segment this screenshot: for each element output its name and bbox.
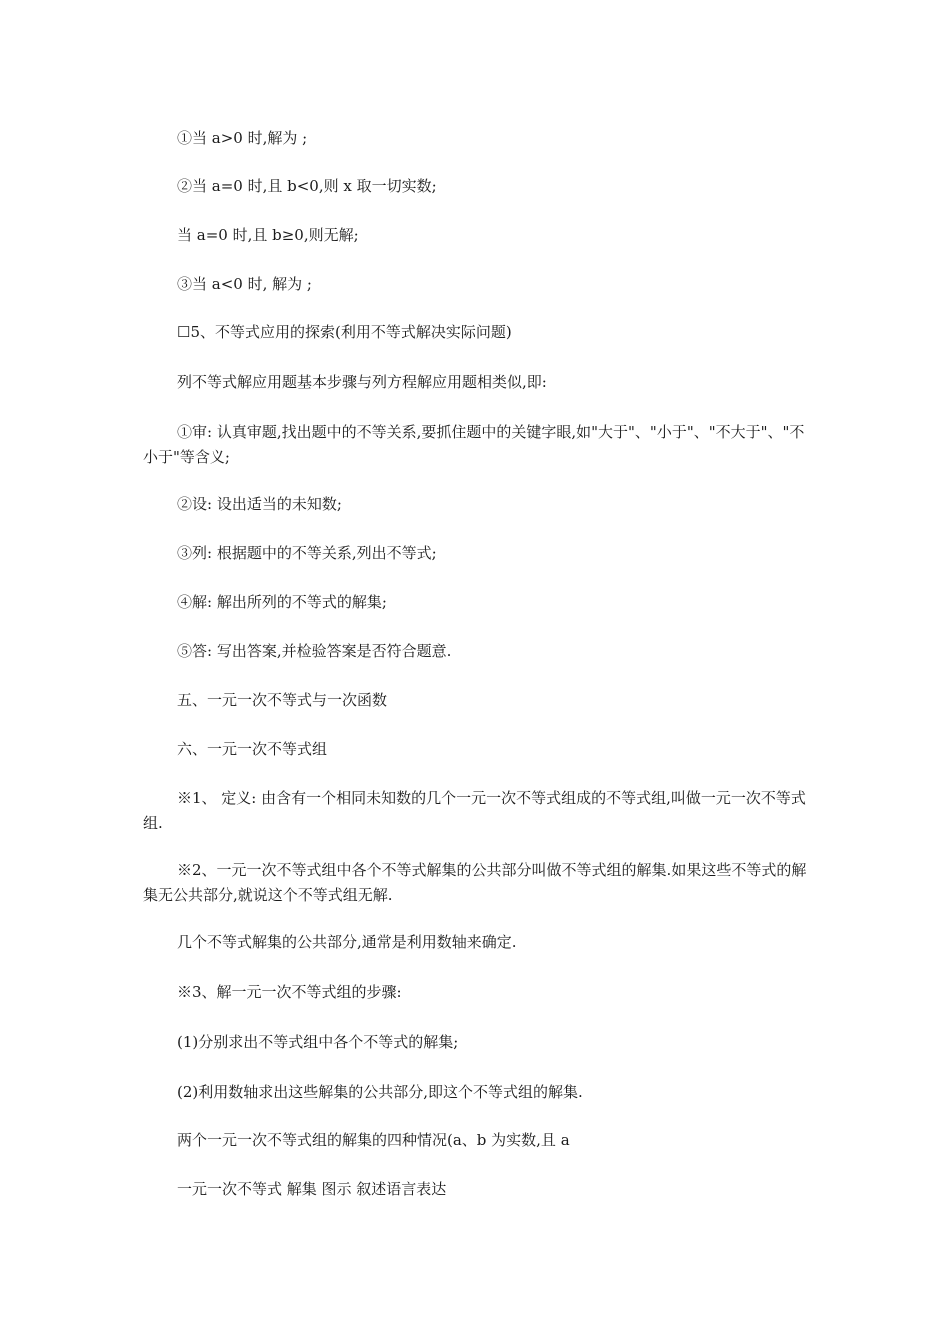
number-line-note: 几个不等式解集的公共部分,通常是利用数轴来确定. <box>177 933 517 951</box>
step-set-unknown: ②设: 设出适当的未知数; <box>177 495 342 513</box>
case-a-positive: ①当 a>0 时,解为 ; <box>177 129 308 147</box>
section-heading-application: ☐5、不等式应用的探索(利用不等式解决实际问题) <box>177 323 512 341</box>
case-a-negative: ③当 a<0 时, 解为 ; <box>177 275 312 293</box>
step-solve: ④解: 解出所列的不等式的解集; <box>177 593 387 611</box>
section-heading-six: 六、一元一次不等式组 <box>177 740 328 758</box>
solving-step-two: (2)利用数轴求出这些解集的公共部分,即这个不等式组的解集. <box>177 1083 583 1101</box>
solving-step-one: (1)分别求出不等式组中各个不等式的解集; <box>177 1033 459 1051</box>
case-a-zero-b-nonnegative: 当 a=0 时,且 b≥0,则无解; <box>177 226 359 244</box>
step-list-inequality: ③列: 根据题中的不等关系,列出不等式; <box>177 544 437 562</box>
case-a-zero-b-negative: ②当 a=0 时,且 b<0,则 x 取一切实数; <box>177 177 437 195</box>
definition-solution-set: ※2、一元一次不等式组中各个不等式解集的公共部分叫做不等式组的解集.如果这些不等式的解集无公共部分,就说这个不等式组无解. <box>143 861 807 904</box>
step-read-problem: ①审: 认真审题,找出题中的不等关系,要抓住题中的关键字眼,如"大于"、"小于"、"不大于"、"不小于"等含义; <box>143 423 805 466</box>
definition-inequality-system: ※1、 定义: 由含有一个相同未知数的几个一元一次不等式组成的不等式组,叫做一元一次不等式组. <box>143 789 806 832</box>
application-steps-intro: 列不等式解应用题基本步骤与列方程解应用题相类似,即: <box>177 373 547 391</box>
section-heading-five: 五、一元一次不等式与一次函数 <box>177 691 388 709</box>
table-header-line: 一元一次不等式 解集 图示 叙述语言表达 <box>177 1180 447 1198</box>
step-answer: ⑤答: 写出答案,并检验答案是否符合题意. <box>177 642 452 660</box>
solving-steps-heading: ※3、解一元一次不等式组的步骤: <box>177 983 402 1001</box>
four-cases-intro: 两个一元一次不等式组的解集的四种情况(a、b 为实数,且 a <box>177 1131 570 1149</box>
